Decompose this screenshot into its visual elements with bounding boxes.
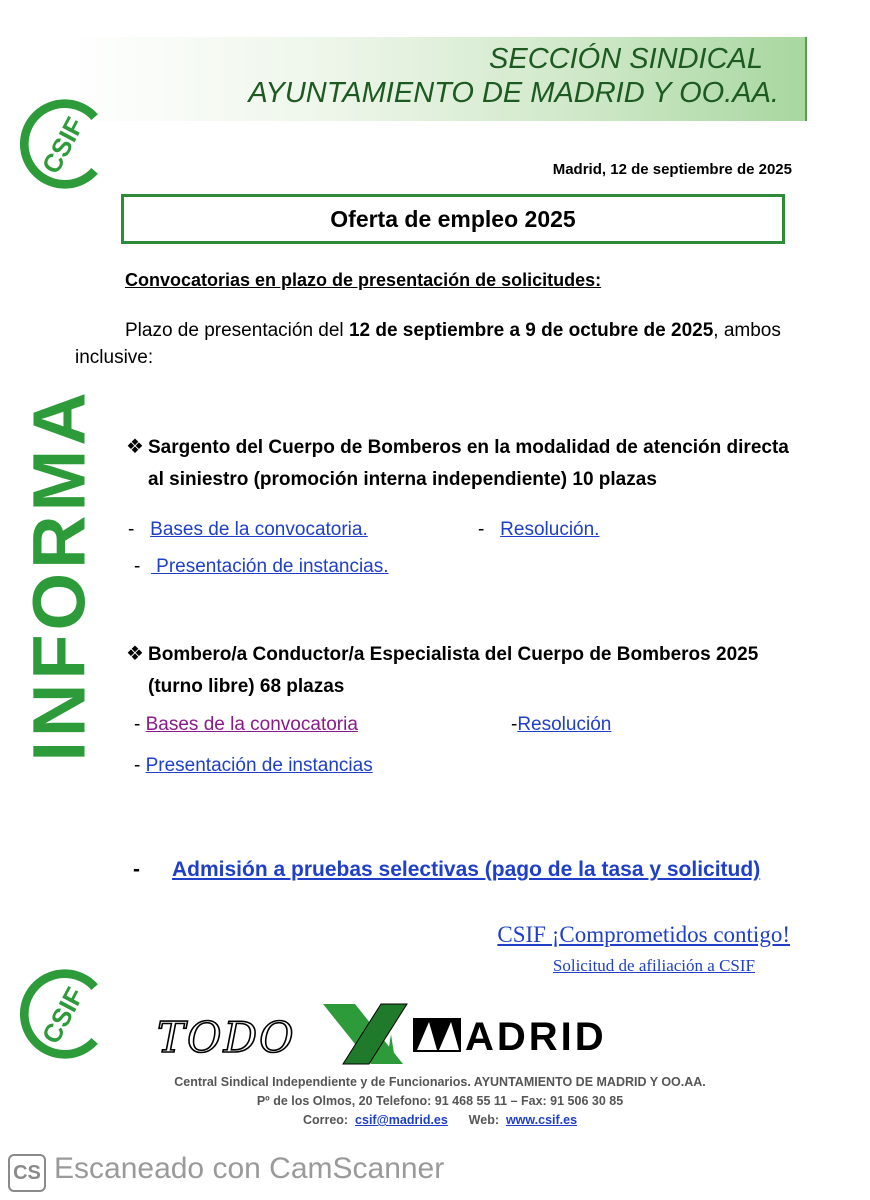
bases-link[interactable]: Bases de la convocatoria xyxy=(145,714,358,735)
todo-x-madrid-logo xyxy=(155,1000,715,1068)
bullet-icon: ❖ xyxy=(126,436,144,458)
informa-label: INFORMA xyxy=(17,388,101,762)
header-banner xyxy=(68,37,807,121)
header-line1: SECCIÓN SINDICAL xyxy=(489,43,763,75)
svg-text:CSIF: CSIF xyxy=(37,983,90,1049)
plazo-range: 12 de septiembre a 9 de octubre de 2025 xyxy=(348,320,714,341)
footer-line1: Central Sindical Independiente y de Funcionarios. AYUNTAMIENTO DE MADRID Y OO.AA. xyxy=(174,1075,706,1089)
csif-logo-icon xyxy=(14,966,110,1062)
instancias-link[interactable]: Presentación de instancias xyxy=(145,755,373,776)
document-date: Madrid, 12 de septiembre de 2025 xyxy=(552,161,792,178)
plazo-paragraph: Plazo de presentación del 12 de septiembre a 9 de octubre de 2025, ambos inclusive: xyxy=(75,320,781,368)
link-row: -Resolución xyxy=(511,714,612,735)
svg-text:ADRID: ADRID xyxy=(465,1015,607,1059)
web-link[interactable]: www.csif.es xyxy=(505,1113,578,1127)
link-row: - Resolución. xyxy=(478,519,600,540)
link-row: - Presentación de instancias. xyxy=(134,556,389,577)
link-row: - Bases de la convocatoria xyxy=(134,714,358,735)
convocatorias-heading: Convocatorias en plazo de presentación de solicitudes: xyxy=(125,270,602,290)
afiliacion-link[interactable]: Solicitud de afiliación a CSIF xyxy=(552,956,755,975)
admision-link[interactable]: Admisión a pruebas selectivas (pago de la tasa y solicitud) xyxy=(172,858,761,881)
camscanner-text: Escaneado con CamScanner xyxy=(54,1152,445,1185)
footer-contact: Correo: csif@madrid.es Web: www.csif.es xyxy=(302,1113,578,1127)
resolucion-link[interactable]: Resolución xyxy=(517,714,612,735)
link-row: - Bases de la convocatoria. xyxy=(128,519,368,540)
correo-link[interactable]: csif@madrid.es xyxy=(355,1113,448,1127)
svg-text:TODO: TODO xyxy=(157,1013,296,1062)
camscanner-icon: CS xyxy=(8,1154,46,1192)
bullet-icon: ❖ xyxy=(126,643,144,665)
footer-line2: Pº de los Olmos, 20 Telefono: 91 468 55 11 – Fax: 91 506 30 85 xyxy=(256,1094,624,1108)
convocatoria-item-bombero: ❖ Bombero/a Conductor/a Especialista del Cuerpo de Bomberos 2025 (turno libre) 68 plazas xyxy=(126,638,794,703)
slogan-link[interactable]: CSIF ¡Comprometidos contigo! xyxy=(497,922,790,947)
instancias-link[interactable]: Presentación de instancias. xyxy=(150,556,389,577)
link-row: - Presentación de instancias xyxy=(134,755,373,776)
header-line2: AYUNTAMIENTO DE MADRID Y OO.AA. xyxy=(248,77,779,109)
page-title: Oferta de empleo 2025 xyxy=(330,205,576,232)
title-box xyxy=(121,194,785,244)
resolucion-link[interactable]: Resolución. xyxy=(500,519,600,540)
admision-row: - Admisión a pruebas selectivas (pago de la tasa y solicitud) xyxy=(133,858,761,881)
svg-text:CSIF: CSIF xyxy=(37,113,90,179)
convocatoria-item-sargento: ❖ Sargento del Cuerpo de Bomberos en la modalidad de atención directa al siniestro (promoción interna independiente) 10 plazas xyxy=(126,431,794,496)
bases-link[interactable]: Bases de la convocatoria. xyxy=(150,519,368,540)
csif-logo-icon xyxy=(14,96,110,192)
